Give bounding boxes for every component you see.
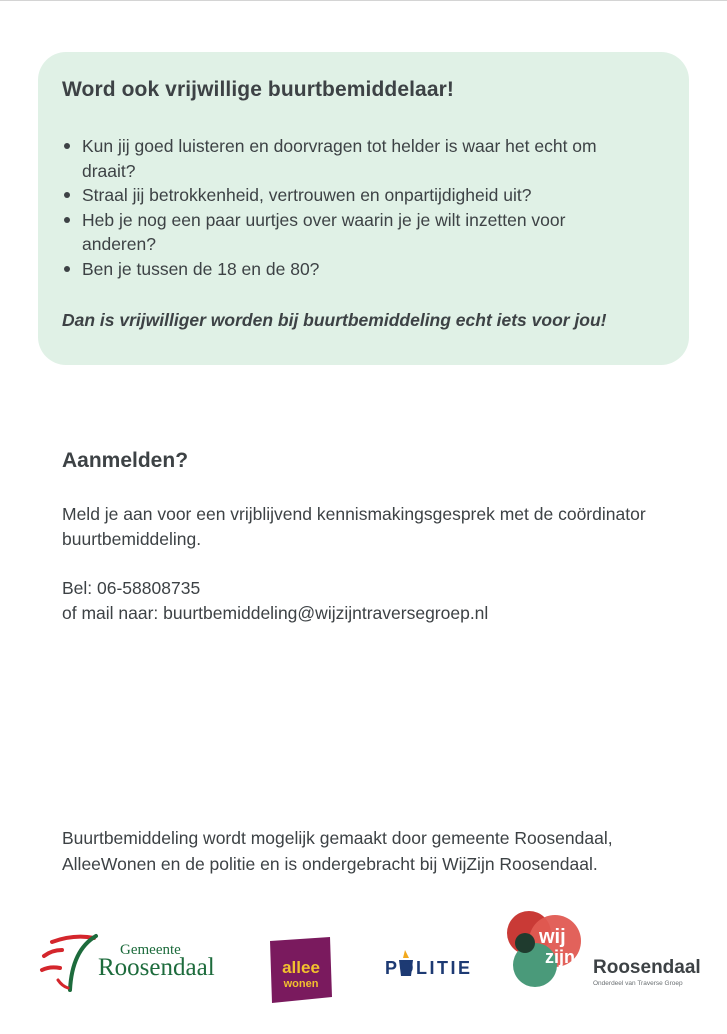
gemeente-label: Gemeente: [120, 942, 181, 958]
callout-bullet-list: [62, 134, 632, 282]
wonen-label: wonen: [283, 978, 319, 990]
politie-logo: [385, 948, 490, 980]
phone-line: Bel: 06-58808735: [62, 578, 201, 598]
callout-bullet: Heb je nog een paar uurtjes over waarin je je wilt inzetten voor anderen?: [62, 208, 632, 257]
roosendaal-label: Roosendaal: [98, 954, 215, 981]
allee-label: allee: [282, 958, 320, 977]
signup-intro: Meld je aan voor een vrijblijvend kennismakingsgesprek met de coördinator buurtbemiddeling.: [62, 504, 646, 549]
wijzijn-city-label: Roosendaal: [593, 957, 701, 978]
contact-block: [62, 576, 488, 625]
politie-label: POLITIE: [385, 958, 473, 978]
wijzijn-tagline: Onderdeel van Traverse Groep: [593, 980, 683, 987]
wij-label: wij: [539, 926, 566, 948]
credits-text: Buurtbemiddeling wordt mogelijk gemaakt door gemeente Roosendaal, AlleeWonen en de politie en is ondergebracht bij WijZijn Roosendaal.: [62, 828, 613, 874]
callout-bullet: Straal jij betrokkenheid, vertrouwen en onpartijdigheid uit?: [62, 183, 632, 208]
wijzijn-logo: [503, 903, 708, 993]
email-line[interactable]: of mail naar: buurtbemiddeling@wijzijntraversegroep.nl: [62, 602, 489, 623]
alleewonen-logo: [270, 937, 332, 1003]
callout-bullet: Ben je tussen de 18 en de 80?: [62, 257, 632, 282]
zijn-label: zijn: [545, 947, 575, 967]
signup-title: Aanmelden?: [62, 449, 189, 472]
callout-title: Word ook vrijwillige buurtbemiddelaar!: [62, 78, 454, 101]
callout-closing-line: Dan is vrijwilliger worden bij buurtbemiddeling echt iets voor jou!: [62, 310, 607, 330]
callout-bullet: Kun jij goed luisteren en doorvragen tot helder is waar het echt om draait?: [62, 134, 632, 183]
top-divider: [0, 0, 727, 1]
gemeente-roosendaal-logo: [38, 930, 233, 992]
gemeente-emblem-icon: [42, 936, 96, 990]
